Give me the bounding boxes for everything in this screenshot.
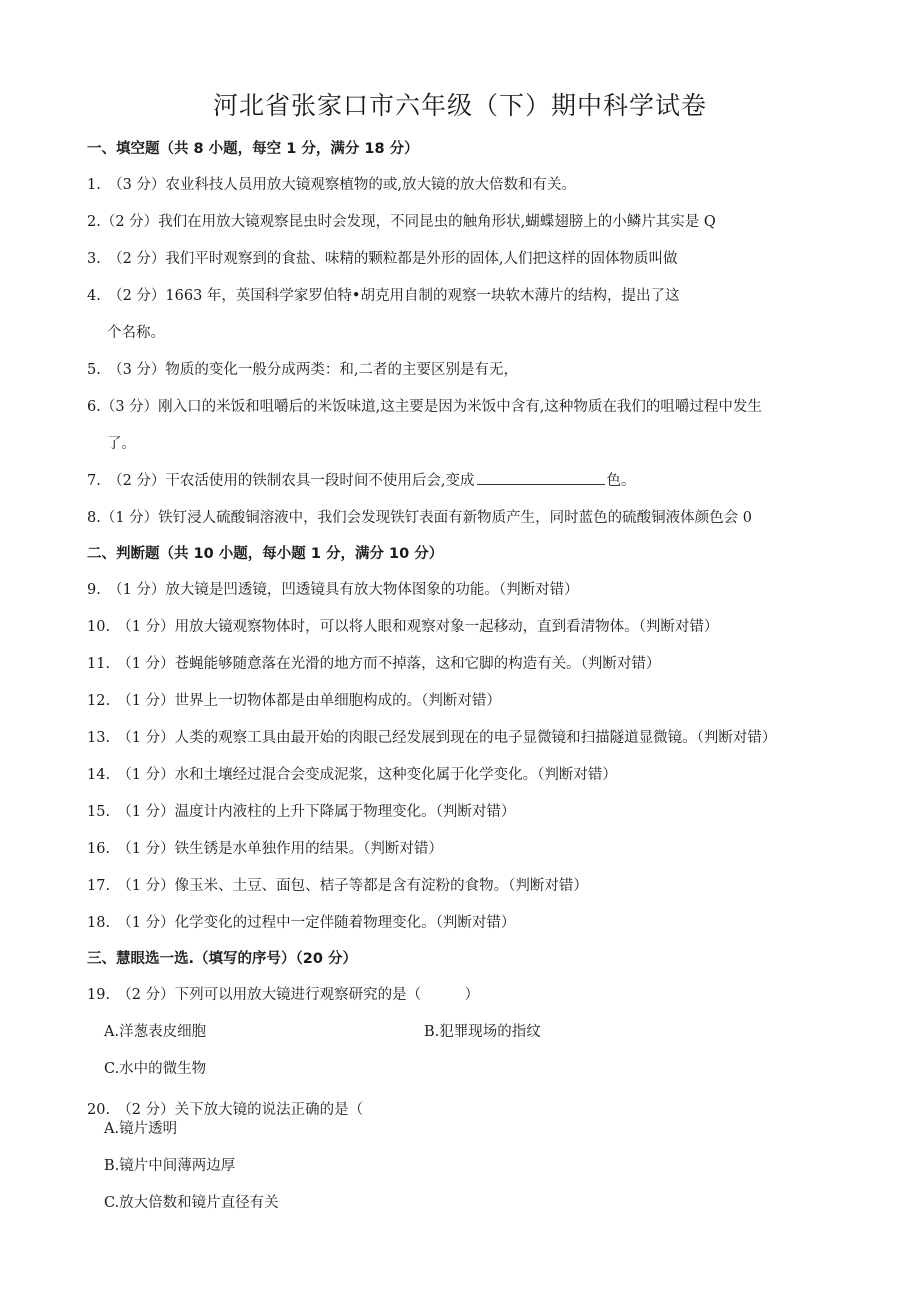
question-7-suffix: 色。 [606,473,636,489]
question-8: 8.（1 分）铁钉浸人硫酸铜溶液中，我们会发现铁钉表面有新物质产生，同时蓝色的硫酸铜液体颜色会 0 [87,510,752,526]
question-2: 2.（2 分）我们在用放大镜观察昆虫时会发现，不同昆虫的触角形状,蝴蝶翅膀上的小鳞片其实是 Q [87,214,716,230]
question-18: 18. （1 分）化学变化的过程中一定伴随着物理变化。（判断对错） [87,915,516,931]
question-13: 13. （1 分）人类的观察工具由最开始的肉眼己经发展到现在的电子显微镜和扫描隧道显微镜。（判断对错） [87,730,777,746]
question-11: 11. （1 分）苍蝇能够随意落在光滑的地方而不掉落，这和它脚的构造有关。（判断对错） [87,656,661,672]
question-9: 9. （1 分）放大镜是凹透镜，凹透镜具有放大物体图象的功能。（判断对错） [87,582,579,598]
question-19-option-a: A.洋葱表皮细胞 [104,1024,207,1040]
answer-blank [477,472,605,485]
question-4-continued: 个名称。 [107,325,165,341]
section-heading-true-false: 二、判断题（共 10 小题，每小题 1 分，满分 10 分） [87,546,444,562]
section-heading-fill-in: 一、填空题（共 8 小题，每空 1 分，满分 18 分） [87,141,419,157]
question-19-option-b: B.犯罪现场的指纹 [424,1024,541,1040]
question-7 [87,469,636,490]
question-20-option-a: A.镜片透明 [104,1121,178,1137]
question-4: 4. （2 分）1663 年，英国科学家罗伯特•胡克用自制的观察一块软木薄片的结构，提出了这 [87,288,680,304]
question-17: 17. （1 分）像玉米、土豆、面包、桔子等都是含有淀粉的食物。（判断对错） [87,878,588,894]
question-3: 3. （2 分）我们平时观察到的食盐、味精的颗粒都是外形的固体,人们把这样的固体物质叫做 [87,251,678,267]
question-10: 10. （1 分）用放大镜观察物体时，可以将人眼和观察对象一起移动，直到看清物体。（判断对错） [87,619,719,635]
section-heading-multiple-choice: 三、慧眼选一选.（填写的序号）（20 分） [87,951,357,967]
question-15: 15. （1 分）温度计内液柱的上升下降属于物理变化。（判断对错） [87,804,516,820]
question-19-option-c: C.水中的微生物 [104,1061,207,1077]
question-12: 12. （1 分）世界上一切物体都是由单细胞构成的。（判断对错） [87,693,501,709]
question-7-text: 7. （2 分）干农活使用的铁制农具一段时间不使用后会,变成 [87,473,475,489]
question-14: 14. （1 分）水和土壤经过混合会变成泥浆，这种变化属于化学变化。（判断对错） [87,767,617,783]
question-20: 20. （2 分）关下放大镜的说法正确的是（ [87,1102,364,1118]
question-20-option-b: B.镜片中间薄两边厚 [104,1158,236,1174]
question-5: 5. （3 分）物质的变化一般分成两类：和,二者的主要区别是有无， [87,362,519,378]
question-19: 19. （2 分）下列可以用放大镜进行观察研究的是（ ） [87,987,480,1003]
question-1: 1. （3 分）农业科技人员用放大镜观察植物的或,放大镜的放大倍数和有关。 [87,177,577,193]
question-6: 6.（3 分）刚入口的米饭和咀嚼后的米饭味道,这主要是因为米饭中含有,这种物质在我们的咀嚼过程中发生 [87,399,762,415]
question-16: 16. （1 分）铁生锈是水单独作用的结果。（判断对错） [87,841,443,857]
question-6-continued: 了。 [107,436,136,452]
page-title: 河北省张家口市六年级（下）期中科学试卷 [212,91,707,120]
question-20-option-c: C.放大倍数和镜片直径有关 [104,1195,279,1211]
